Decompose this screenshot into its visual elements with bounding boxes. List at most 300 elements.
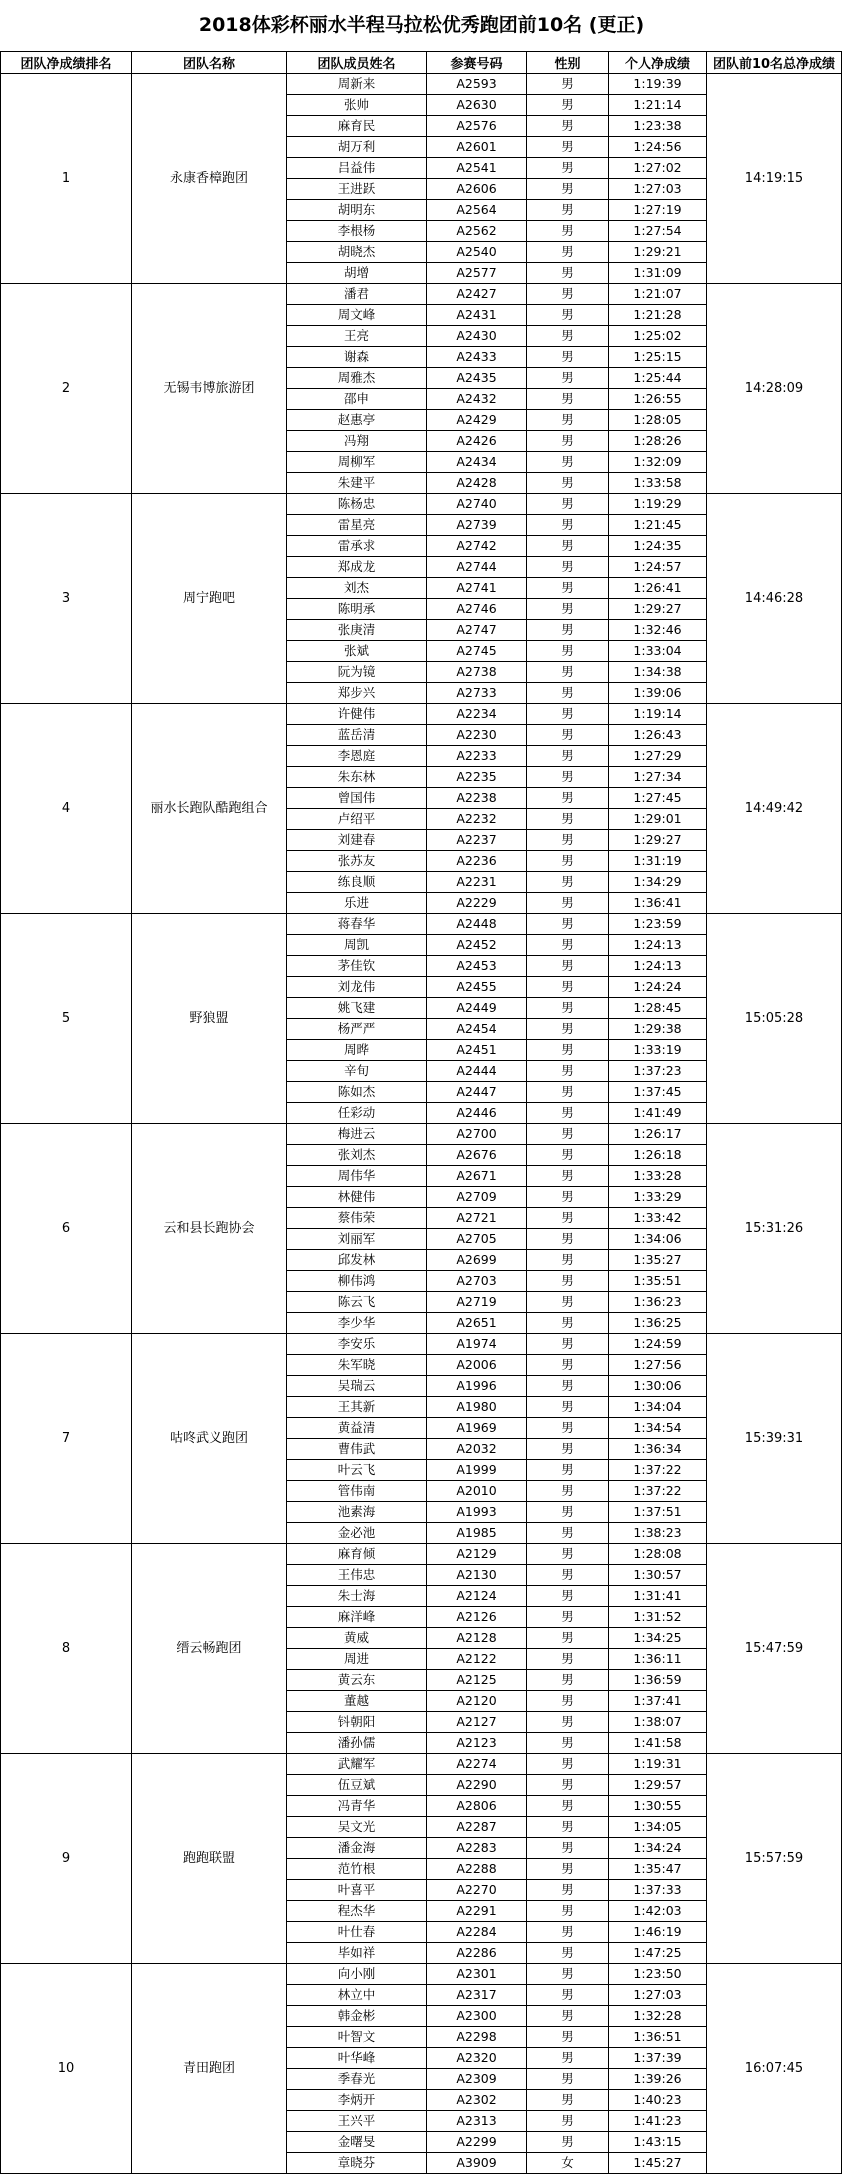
personal-time: 1:31:52	[609, 1607, 707, 1628]
bib-number: A1996	[427, 1376, 527, 1397]
gender: 男	[527, 1565, 609, 1586]
member-name: 周晔	[287, 1040, 427, 1061]
gender: 男	[527, 1124, 609, 1145]
bib-number: A2128	[427, 1628, 527, 1649]
member-name: 张帅	[287, 95, 427, 116]
team-rank: 7	[1, 1334, 132, 1544]
team-rank: 5	[1, 914, 132, 1124]
personal-time: 1:37:23	[609, 1061, 707, 1082]
bib-number: A2129	[427, 1544, 527, 1565]
member-name: 陈云飞	[287, 1292, 427, 1313]
bib-number: A2032	[427, 1439, 527, 1460]
gender: 男	[527, 1691, 609, 1712]
gender: 男	[527, 1796, 609, 1817]
personal-time: 1:31:09	[609, 263, 707, 284]
personal-time: 1:28:08	[609, 1544, 707, 1565]
member-name: 管伟南	[287, 1481, 427, 1502]
member-name: 曹伟武	[287, 1439, 427, 1460]
personal-time: 1:29:21	[609, 242, 707, 263]
personal-time: 1:33:42	[609, 1208, 707, 1229]
member-name: 麻育倾	[287, 1544, 427, 1565]
gender: 男	[527, 1061, 609, 1082]
personal-time: 1:19:29	[609, 494, 707, 515]
bib-number: A1985	[427, 1523, 527, 1544]
gender: 男	[527, 977, 609, 998]
bib-number: A2238	[427, 788, 527, 809]
bib-number: A2739	[427, 515, 527, 536]
gender: 男	[527, 2069, 609, 2090]
gender: 男	[527, 599, 609, 620]
header-rank: 团队净成绩排名	[1, 52, 132, 74]
personal-time: 1:25:15	[609, 347, 707, 368]
member-name: 王其新	[287, 1397, 427, 1418]
personal-time: 1:31:41	[609, 1586, 707, 1607]
gender: 男	[527, 1586, 609, 1607]
gender: 男	[527, 1166, 609, 1187]
gender: 男	[527, 410, 609, 431]
header-gender: 性别	[527, 52, 609, 74]
personal-time: 1:24:13	[609, 956, 707, 977]
gender: 男	[527, 431, 609, 452]
member-name: 任彩动	[287, 1103, 427, 1124]
gender: 男	[527, 767, 609, 788]
personal-time: 1:32:09	[609, 452, 707, 473]
member-name: 阮为镜	[287, 662, 427, 683]
personal-time: 1:19:31	[609, 1754, 707, 1775]
member-name: 张苏友	[287, 851, 427, 872]
personal-time: 1:33:29	[609, 1187, 707, 1208]
member-name: 郑成龙	[287, 557, 427, 578]
gender: 男	[527, 830, 609, 851]
member-name: 王亮	[287, 326, 427, 347]
bib-number: A2564	[427, 200, 527, 221]
gender: 男	[527, 914, 609, 935]
member-name: 潘金海	[287, 1838, 427, 1859]
personal-time: 1:33:04	[609, 641, 707, 662]
bib-number: A2540	[427, 242, 527, 263]
member-name: 蓝岳清	[287, 725, 427, 746]
member-name: 邱发林	[287, 1250, 427, 1271]
gender: 男	[527, 1418, 609, 1439]
gender: 男	[527, 1334, 609, 1355]
bib-number: A2733	[427, 683, 527, 704]
member-name: 林立中	[287, 1985, 427, 2006]
member-name: 潘君	[287, 284, 427, 305]
personal-time: 1:47:25	[609, 1943, 707, 1964]
member-name: 刘龙伟	[287, 977, 427, 998]
team-name: 青田跑团	[132, 1964, 287, 2174]
gender: 男	[527, 1103, 609, 1124]
member-name: 周文峰	[287, 305, 427, 326]
personal-time: 1:38:23	[609, 1523, 707, 1544]
bib-number: A2676	[427, 1145, 527, 1166]
bib-number: A2630	[427, 95, 527, 116]
member-name: 胡晓杰	[287, 242, 427, 263]
personal-time: 1:27:34	[609, 767, 707, 788]
team-total-time: 14:49:42	[707, 704, 842, 914]
personal-time: 1:34:54	[609, 1418, 707, 1439]
gender: 男	[527, 1649, 609, 1670]
personal-time: 1:34:05	[609, 1817, 707, 1838]
bib-number: A2288	[427, 1859, 527, 1880]
gender: 男	[527, 1817, 609, 1838]
member-name: 叶仕春	[287, 1922, 427, 1943]
gender: 男	[527, 1040, 609, 1061]
gender: 男	[527, 956, 609, 977]
member-name: 伍豆斌	[287, 1775, 427, 1796]
gender: 男	[527, 893, 609, 914]
member-name: 李炳开	[287, 2090, 427, 2111]
team-name: 丽水长跑队酷跑组合	[132, 704, 287, 914]
bib-number: A2299	[427, 2132, 527, 2153]
header-row	[1, 52, 842, 74]
bib-number: A1993	[427, 1502, 527, 1523]
member-name: 章晓芬	[287, 2153, 427, 2174]
bib-number: A2120	[427, 1691, 527, 1712]
member-name: 毕如祥	[287, 1943, 427, 1964]
bib-number: A2742	[427, 536, 527, 557]
personal-time: 1:41:49	[609, 1103, 707, 1124]
gender: 男	[527, 158, 609, 179]
personal-time: 1:36:51	[609, 2027, 707, 2048]
bib-number: A2431	[427, 305, 527, 326]
table-row	[1, 1964, 842, 1985]
bib-number: A2286	[427, 1943, 527, 1964]
table-row	[1, 704, 842, 725]
gender: 男	[527, 641, 609, 662]
personal-time: 1:27:02	[609, 158, 707, 179]
personal-time: 1:27:03	[609, 179, 707, 200]
gender: 男	[527, 1187, 609, 1208]
personal-time: 1:29:01	[609, 809, 707, 830]
team-name: 云和县长跑协会	[132, 1124, 287, 1334]
personal-time: 1:39:06	[609, 683, 707, 704]
bib-number: A2447	[427, 1082, 527, 1103]
bib-number: A2127	[427, 1712, 527, 1733]
bib-number: A2601	[427, 137, 527, 158]
table-row	[1, 914, 842, 935]
bib-number: A2290	[427, 1775, 527, 1796]
header-team-total: 团队前10名总净成绩	[707, 52, 842, 74]
gender: 男	[527, 1901, 609, 1922]
gender: 男	[527, 788, 609, 809]
gender: 男	[527, 284, 609, 305]
gender: 男	[527, 1754, 609, 1775]
team-total-time: 16:07:45	[707, 1964, 842, 2174]
bib-number: A2651	[427, 1313, 527, 1334]
bib-number: A2455	[427, 977, 527, 998]
personal-time: 1:28:26	[609, 431, 707, 452]
bib-number: A2125	[427, 1670, 527, 1691]
personal-time: 1:27:03	[609, 1985, 707, 2006]
member-name: 黄威	[287, 1628, 427, 1649]
bib-number: A2671	[427, 1166, 527, 1187]
bib-number: A2577	[427, 263, 527, 284]
bib-number: A2432	[427, 389, 527, 410]
member-name: 吴文光	[287, 1817, 427, 1838]
member-name: 董越	[287, 1691, 427, 1712]
bib-number: A2302	[427, 2090, 527, 2111]
personal-time: 1:37:45	[609, 1082, 707, 1103]
bib-number: A2230	[427, 725, 527, 746]
bib-number: A2454	[427, 1019, 527, 1040]
header-personal-time: 个人净成绩	[609, 52, 707, 74]
personal-time: 1:19:39	[609, 74, 707, 95]
personal-time: 1:24:56	[609, 137, 707, 158]
gender: 男	[527, 1292, 609, 1313]
team-total-time: 14:28:09	[707, 284, 842, 494]
personal-time: 1:26:43	[609, 725, 707, 746]
personal-time: 1:28:45	[609, 998, 707, 1019]
gender: 男	[527, 389, 609, 410]
bib-number: A2593	[427, 74, 527, 95]
team-total-time: 14:19:15	[707, 74, 842, 284]
bib-number: A2429	[427, 410, 527, 431]
bib-number: A2699	[427, 1250, 527, 1271]
team-name: 无锡韦博旅游团	[132, 284, 287, 494]
member-name: 周新来	[287, 74, 427, 95]
team-rank: 4	[1, 704, 132, 914]
bib-number: A2122	[427, 1649, 527, 1670]
bib-number: A2274	[427, 1754, 527, 1775]
member-name: 朱军晓	[287, 1355, 427, 1376]
personal-time: 1:29:27	[609, 599, 707, 620]
bib-number: A2449	[427, 998, 527, 1019]
member-name: 胡明东	[287, 200, 427, 221]
personal-time: 1:33:19	[609, 1040, 707, 1061]
bib-number: A2705	[427, 1229, 527, 1250]
personal-time: 1:30:57	[609, 1565, 707, 1586]
member-name: 郑步兴	[287, 683, 427, 704]
personal-time: 1:21:28	[609, 305, 707, 326]
gender: 男	[527, 95, 609, 116]
member-name: 曾国伟	[287, 788, 427, 809]
personal-time: 1:21:14	[609, 95, 707, 116]
personal-time: 1:35:27	[609, 1250, 707, 1271]
gender: 男	[527, 1460, 609, 1481]
bib-number: A2235	[427, 767, 527, 788]
member-name: 金必池	[287, 1523, 427, 1544]
bib-number: A2738	[427, 662, 527, 683]
member-name: 潘孙儒	[287, 1733, 427, 1754]
bib-number: A2541	[427, 158, 527, 179]
gender: 男	[527, 1943, 609, 1964]
personal-time: 1:36:41	[609, 893, 707, 914]
gender: 男	[527, 1838, 609, 1859]
bib-number: A2430	[427, 326, 527, 347]
bib-number: A2576	[427, 116, 527, 137]
bib-number: A2126	[427, 1607, 527, 1628]
member-name: 麻育民	[287, 116, 427, 137]
gender: 男	[527, 851, 609, 872]
bib-number: A2291	[427, 1901, 527, 1922]
bib-number: A2298	[427, 2027, 527, 2048]
member-name: 王伟忠	[287, 1565, 427, 1586]
member-name: 李恩庭	[287, 746, 427, 767]
gender: 男	[527, 179, 609, 200]
team-total-time: 15:47:59	[707, 1544, 842, 1754]
member-name: 王进跃	[287, 179, 427, 200]
gender: 男	[527, 1922, 609, 1943]
bib-number: A2233	[427, 746, 527, 767]
member-name: 蔡伟荣	[287, 1208, 427, 1229]
results-table	[0, 51, 842, 2174]
team-total-time: 15:05:28	[707, 914, 842, 1124]
gender: 男	[527, 74, 609, 95]
member-name: 周进	[287, 1649, 427, 1670]
personal-time: 1:27:29	[609, 746, 707, 767]
gender: 男	[527, 1544, 609, 1565]
bib-number: A2236	[427, 851, 527, 872]
gender: 男	[527, 1670, 609, 1691]
bib-number: A2427	[427, 284, 527, 305]
gender: 男	[527, 263, 609, 284]
personal-time: 1:34:25	[609, 1628, 707, 1649]
gender: 男	[527, 1628, 609, 1649]
bib-number: A2313	[427, 2111, 527, 2132]
member-name: 练良顺	[287, 872, 427, 893]
member-name: 池素海	[287, 1502, 427, 1523]
gender: 男	[527, 305, 609, 326]
gender: 男	[527, 1019, 609, 1040]
gender: 男	[527, 1607, 609, 1628]
sheet-title: 2018体彩杯丽水半程马拉松优秀跑团前10名 (更正)	[198, 14, 645, 36]
bib-number: A2006	[427, 1355, 527, 1376]
personal-time: 1:33:28	[609, 1166, 707, 1187]
member-name: 金曙旻	[287, 2132, 427, 2153]
personal-time: 1:29:57	[609, 1775, 707, 1796]
gender: 男	[527, 746, 609, 767]
gender: 男	[527, 935, 609, 956]
personal-time: 1:38:07	[609, 1712, 707, 1733]
team-name: 周宁跑吧	[132, 494, 287, 704]
gender: 男	[527, 326, 609, 347]
bib-number: A2745	[427, 641, 527, 662]
personal-time: 1:26:17	[609, 1124, 707, 1145]
gender: 男	[527, 2006, 609, 2027]
bib-number: A2453	[427, 956, 527, 977]
gender: 男	[527, 1229, 609, 1250]
personal-time: 1:43:15	[609, 2132, 707, 2153]
member-name: 朱建平	[287, 473, 427, 494]
personal-time: 1:41:58	[609, 1733, 707, 1754]
member-name: 程杰华	[287, 1901, 427, 1922]
bib-number: A2124	[427, 1586, 527, 1607]
personal-time: 1:34:06	[609, 1229, 707, 1250]
member-name: 黄益清	[287, 1418, 427, 1439]
member-name: 胡万利	[287, 137, 427, 158]
personal-time: 1:34:04	[609, 1397, 707, 1418]
header-bib-number: 参赛号码	[427, 52, 527, 74]
table-row	[1, 494, 842, 515]
member-name: 陈如杰	[287, 1082, 427, 1103]
personal-time: 1:36:34	[609, 1439, 707, 1460]
member-name: 张斌	[287, 641, 427, 662]
bib-number: A2283	[427, 1838, 527, 1859]
member-name: 吕益伟	[287, 158, 427, 179]
team-total-time: 14:46:28	[707, 494, 842, 704]
bib-number: A2451	[427, 1040, 527, 1061]
personal-time: 1:21:07	[609, 284, 707, 305]
table-row	[1, 1334, 842, 1355]
personal-time: 1:24:24	[609, 977, 707, 998]
personal-time: 1:26:41	[609, 578, 707, 599]
member-name: 朱士海	[287, 1586, 427, 1607]
gender: 男	[527, 242, 609, 263]
bib-number: A2426	[427, 431, 527, 452]
table-row	[1, 1754, 842, 1775]
member-name: 李安乐	[287, 1334, 427, 1355]
team-name: 咕咚武义跑团	[132, 1334, 287, 1544]
gender: 男	[527, 2111, 609, 2132]
team-name: 跑跑联盟	[132, 1754, 287, 1964]
bib-number: A1969	[427, 1418, 527, 1439]
gender: 男	[527, 1208, 609, 1229]
bib-number: A2010	[427, 1481, 527, 1502]
personal-time: 1:24:35	[609, 536, 707, 557]
bib-number: A2232	[427, 809, 527, 830]
personal-time: 1:32:46	[609, 620, 707, 641]
gender: 男	[527, 1313, 609, 1334]
member-name: 钭朝阳	[287, 1712, 427, 1733]
personal-time: 1:19:14	[609, 704, 707, 725]
gender: 男	[527, 1733, 609, 1754]
member-name: 范竹根	[287, 1859, 427, 1880]
personal-time: 1:27:19	[609, 200, 707, 221]
team-name: 永康香樟跑团	[132, 74, 287, 284]
member-name: 谢森	[287, 347, 427, 368]
member-name: 刘丽军	[287, 1229, 427, 1250]
bib-number: A2703	[427, 1271, 527, 1292]
member-name: 周凯	[287, 935, 427, 956]
personal-time: 1:25:02	[609, 326, 707, 347]
gender: 男	[527, 536, 609, 557]
personal-time: 1:27:45	[609, 788, 707, 809]
member-name: 麻洋峰	[287, 1607, 427, 1628]
bib-number: A2123	[427, 1733, 527, 1754]
gender: 男	[527, 1775, 609, 1796]
gender: 男	[527, 557, 609, 578]
gender: 男	[527, 662, 609, 683]
bib-number: A2320	[427, 2048, 527, 2069]
personal-time: 1:25:44	[609, 368, 707, 389]
bib-number: A1974	[427, 1334, 527, 1355]
bib-number: A2452	[427, 935, 527, 956]
bib-number: A2747	[427, 620, 527, 641]
gender: 男	[527, 725, 609, 746]
gender: 男	[527, 1145, 609, 1166]
gender: 男	[527, 620, 609, 641]
member-name: 冯翔	[287, 431, 427, 452]
member-name: 姚飞建	[287, 998, 427, 1019]
team-total-time: 15:57:59	[707, 1754, 842, 1964]
gender: 男	[527, 515, 609, 536]
gender: 男	[527, 494, 609, 515]
team-rank: 10	[1, 1964, 132, 2174]
team-rank: 2	[1, 284, 132, 494]
member-name: 李根杨	[287, 221, 427, 242]
member-name: 胡增	[287, 263, 427, 284]
personal-time: 1:24:57	[609, 557, 707, 578]
member-name: 叶喜平	[287, 1880, 427, 1901]
personal-time: 1:34:29	[609, 872, 707, 893]
gender: 男	[527, 683, 609, 704]
member-name: 雷承求	[287, 536, 427, 557]
bib-number: A2229	[427, 893, 527, 914]
member-name: 张刘杰	[287, 1145, 427, 1166]
gender: 男	[527, 1502, 609, 1523]
personal-time: 1:45:27	[609, 2153, 707, 2174]
